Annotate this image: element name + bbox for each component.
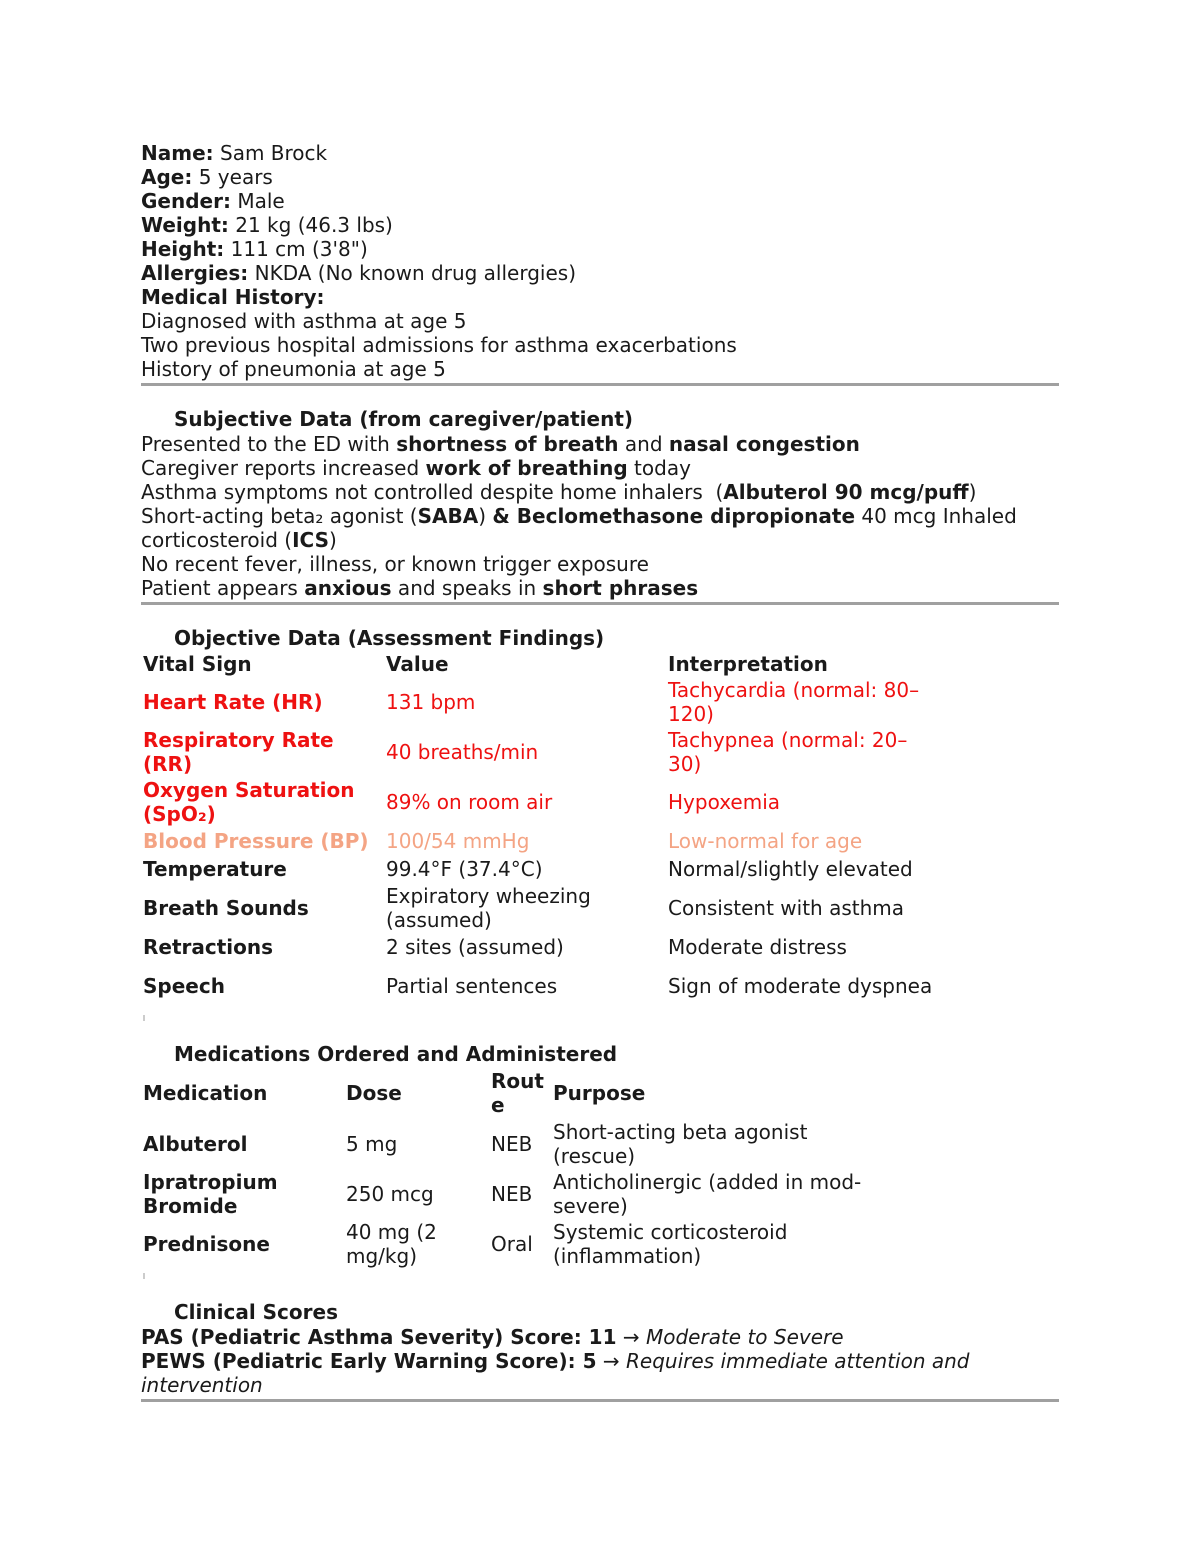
header-purpose: Purpose [553,1081,646,1105]
text: and speaks in [391,576,543,600]
medications-header-row [141,1067,881,1119]
vitals-header-row [141,651,936,677]
header-interpretation: Interpretation [668,652,828,676]
interpretation-cell: Tachycardia (normal: 80–120) [668,678,920,726]
allergies-value: NKDA (No known drug allergies) [254,261,577,285]
vitals-row [141,961,936,1011]
pews-score-label: PEWS (Pediatric Early Warning Score): 5 [141,1349,597,1373]
vitals-row [141,727,936,777]
scores-section [141,1299,1059,1402]
weight-line [141,213,1059,237]
name-line [141,141,1059,165]
medication-row [141,1219,881,1269]
subjective-title: Subjective Data (from caregiver/patient) [174,407,634,431]
vital-sign-cell: Oxygen Saturation (SpO₂) [143,778,355,826]
value-cell: Expiratory wheezing (assumed) [386,884,591,932]
header-route: Route [491,1069,544,1117]
subjective-section [141,406,1059,605]
value-cell: 89% on room air [386,790,553,814]
objective-section [141,625,1059,1021]
interpretation-cell: Normal/slightly elevated [668,857,913,881]
emphasis: shortness of breath [396,432,619,456]
medications-table [141,1067,881,1269]
gender-label: Gender: [141,189,231,213]
gender-line [141,189,1059,213]
height-label: Height: [141,237,225,261]
purpose-cell: Anticholinergic (added in mod-severe) [553,1170,862,1218]
emphasis: work of breathing [425,456,628,480]
history-label-line [141,285,1059,309]
subjective-line: No recent fever, illness, or known trigger exposure [141,552,649,576]
height-line [141,237,1059,261]
interpretation-cell: Tachypnea (normal: 20–30) [668,728,908,776]
value-cell: 131 bpm [386,690,476,714]
text: Presented to the ED with [141,432,397,456]
age-line [141,165,1059,189]
vitals-row [141,677,936,727]
vitals-row [141,933,936,961]
interpretation-cell: Hypoxemia [668,790,781,814]
pas-score-line [141,1325,1059,1349]
emphasis: Albuterol 90 mcg/puff [723,480,969,504]
vital-sign-cell: Speech [143,974,225,998]
vital-sign-cell: Temperature [143,857,287,881]
patient-info [141,141,1059,386]
vital-sign-cell: Respiratory Rate (RR) [143,728,334,776]
route-cell: Oral [491,1232,533,1256]
table-end-mark [143,1015,145,1021]
text: ) [329,528,337,552]
gender-value: Male [237,189,285,213]
vitals-row [141,777,936,827]
scores-title: Clinical Scores [174,1300,338,1324]
pews-score-line [141,1349,1059,1373]
medication-row [141,1169,881,1219]
vitals-row [141,855,936,883]
pas-score-label: PAS (Pediatric Asthma Severity) Score: 11 [141,1325,617,1349]
text: Patient appears [141,576,305,600]
vital-sign-cell: Retractions [143,935,274,959]
value-cell: 100/54 mmHg [386,829,530,853]
pas-interpretation: Moderate to Severe [645,1325,844,1349]
objective-title: Objective Data (Assessment Findings) [174,626,605,650]
vitals-table [141,651,936,1011]
interpretation-cell: Moderate distress [668,935,847,959]
text: Caregiver reports increased [141,456,426,480]
interpretation-cell: Sign of moderate dyspnea [668,974,933,998]
emphasis: ICS [292,528,329,552]
history-label: Medical History: [141,285,325,309]
subjective-line [141,576,1059,600]
history-item: History of pneumonia at age 5 [141,357,446,381]
vital-sign-cell: Breath Sounds [143,896,309,920]
section-divider [141,383,1059,386]
pews-interpretation: Requires immediate attention and [626,1349,970,1373]
name-value: Sam Brock [220,141,328,165]
allergies-label: Allergies: [141,261,249,285]
emphasis: short phrases [542,576,699,600]
age-label: Age: [141,165,193,189]
medication-cell: Albuterol [143,1132,248,1156]
interpretation-cell: Consistent with asthma [668,896,905,920]
interpretation-cell: Low-normal for age [668,829,863,853]
header-dose: Dose [346,1081,402,1105]
medication-cell: Prednisone [143,1232,270,1256]
arrow: → [616,1325,646,1349]
route-cell: NEB [491,1132,533,1156]
table-end-mark [143,1273,145,1279]
dose-cell: 250 mcg [346,1182,434,1206]
text: Short-acting beta₂ agonist ( [141,504,418,528]
subjective-line [141,504,1059,528]
value-cell: 40 breaths/min [386,740,539,764]
weight-label: Weight: [141,213,229,237]
emphasis: nasal congestion [668,432,860,456]
history-item: Diagnosed with asthma at age 5 [141,309,467,333]
document [141,141,1059,1402]
emphasis: & Beclomethasone dipropionate [492,504,856,528]
weight-value: 21 kg (46.3 lbs) [235,213,393,237]
vitals-row [141,827,936,855]
header-vital-sign: Vital Sign [143,652,252,676]
pews-score-line-cont [141,1373,1059,1397]
medication-cell: Ipratropium Bromide [143,1170,278,1218]
vital-sign-cell: Blood Pressure (BP) [143,829,369,853]
dose-cell: 40 mg (2 mg/kg) [346,1220,437,1268]
emphasis: anxious [304,576,392,600]
history-item: Two previous hospital admissions for asthma exacerbations [141,333,737,357]
value-cell: 99.4°F (37.4°C) [386,857,543,881]
section-divider [141,1399,1059,1402]
text: ) [968,480,977,504]
value-cell: 2 sites (assumed) [386,935,564,959]
purpose-cell: Systemic corticosteroid (inflammation) [553,1220,788,1268]
pews-interpretation-cont: intervention [141,1373,263,1397]
subjective-line [141,480,1059,504]
medications-title: Medications Ordered and Administered [174,1042,618,1066]
dose-cell: 5 mg [346,1132,398,1156]
subjective-line [141,432,1059,456]
text: 40 mcg Inhaled [855,504,1017,528]
route-cell: NEB [491,1182,533,1206]
subjective-line [141,528,1059,552]
height-value: 111 cm (3'8") [230,237,368,261]
vitals-row [141,883,936,933]
header-medication: Medication [143,1081,268,1105]
section-divider [141,602,1059,605]
arrow: → [596,1349,627,1373]
text: ) [478,504,493,528]
allergies-line [141,261,1059,285]
name-label: Name: [141,141,214,165]
text: and [618,432,669,456]
text: corticosteroid ( [141,528,293,552]
age-value: 5 years [198,165,273,189]
vital-sign-cell: Heart Rate (HR) [143,690,323,714]
medication-row [141,1119,881,1169]
value-cell: Partial sentences [386,974,558,998]
medications-section [141,1041,1059,1279]
text: today [627,456,691,480]
subjective-line [141,456,1059,480]
purpose-cell: Short-acting beta agonist (rescue) [553,1120,808,1168]
emphasis: SABA [417,504,479,528]
text: Asthma symptoms not controlled despite home inhalers ( [141,480,724,504]
header-value: Value [386,652,449,676]
